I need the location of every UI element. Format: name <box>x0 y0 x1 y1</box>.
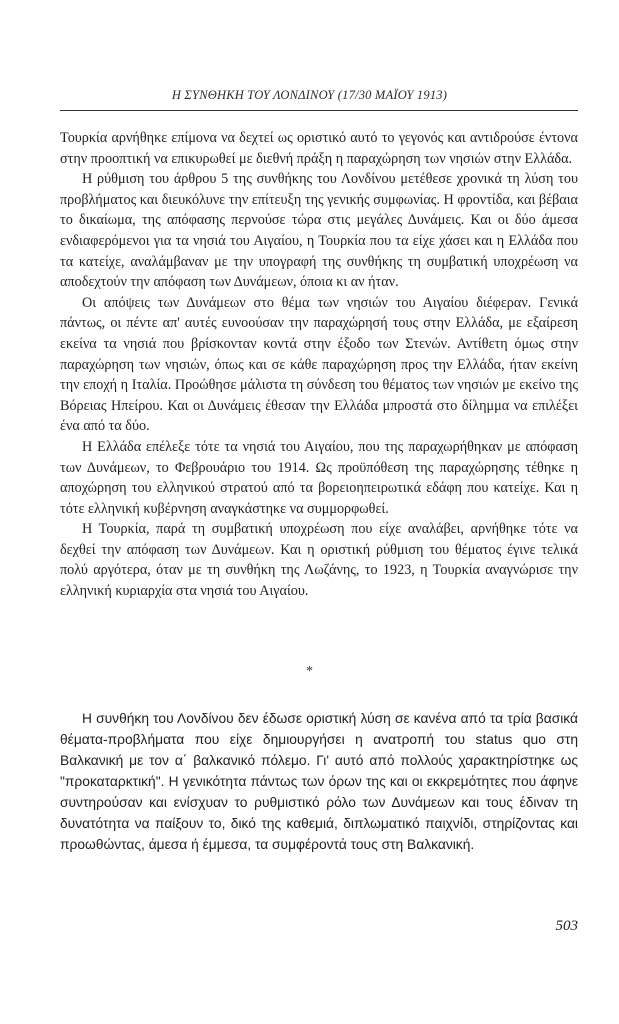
page-number: 503 <box>555 918 578 934</box>
paragraph-powers-views: Οι απόψεις των Δυνάμεων στο θέμα των νησιών του Αιγαίου διέφεραν. Γενικά πάντως, οι πέντε απ' αυτές ευνοούσαν την παραχώρησή τους στην Ελλάδα, με εξαίρεση εκείνα τα νησιά που βρίσκονταν κοντά στην έξοδο των Στενών. Αντίθετη όμως στην παραχώρηση των νησιών, όπως και σε κάθε παραχώρηση προς την Ελλάδα, ήταν εκείνη την εποχή η Ιταλία. Προώθησε μάλιστα τη σύνδεση του θέματος των νησιών με εκείνο της Βόρειας Ηπείρου. Και οι Δυνάμεις έθεσαν την Ελλάδα μπροστά στο δίλημμα να επιλέξει ένα από τα δύο. <box>60 294 578 435</box>
main-text-block <box>60 128 578 602</box>
closing-text-block <box>60 708 578 855</box>
paragraph-article-5: Η ρύθμιση του άρθρου 5 της συνθήκης του Λονδίνου μετέθεσε χρονικά τη λύση του προβλήματος και διευκόλυνε την επίτευξη της γενικής συμφωνίας. Η φροντίδα, και βέβαια το δικαίωμα, της απόφασης περνούσε τώρα στις μεγάλες Δυνάμεις. Και οι δύο άμεσα ενδιαφερόμενοι για τα νησιά του Αιγαίου, η Τουρκία που τα είχε χάσει και η Ελλάδα που τα κατείχε, αναλάμβαναν με την υπογραφή της συνθήκης τη συμβατική υποχρέωση να αποδεχτούν την απόφαση των Δυνάμεων, όποια κι αν ήταν. <box>60 171 578 291</box>
header-rule <box>60 110 578 111</box>
section-separator: * <box>306 664 313 679</box>
paragraph-turkey-refusal: Η Τουρκία, παρά τη συμβατική υποχρέωση που είχε αναλάβει, αρνήθηκε τότε να δεχθεί την απόφαση των Δυνάμεων. Και η οριστική ρύθμιση του θέματος έγινε τελικά πολύ αργότερα, όταν με τη συνθήκη της Λωζάνης, το 1923, η Τουρκία αναγνώρισε την ελληνική κυριαρχία στα νησιά του Αιγαίου. <box>60 521 578 600</box>
paragraph-continued: Τουρκία αρνήθηκε επίμονα να δεχτεί ως οριστικό αυτό το γεγονός και αντιδρούσε έντονα στην προοπτική να επικυρωθεί με διεθνή πράξη η παραχώρηση των νησιών στην Ελλάδα. <box>60 130 578 167</box>
paragraph-greece-choice: Η Ελλάδα επέλεξε τότε τα νησιά του Αιγαίου, που της παραχωρήθηκαν με απόφαση των Δυνάμεων, το Φεβρουάριο του 1914. Ως προϋπόθεση της παραχώρησης τέθηκε η αποχώρηση του ελληνικού στρατού από τα βορειοηπειρωτικά εδάφη που κατείχε. Και η τότε ελληνική κυβέρνηση αναγκάστηκε να συμμορφωθεί. <box>60 438 578 517</box>
paragraph-closing: Η συνθήκη του Λονδίνου δεν έδωσε οριστική λύση σε κανένα από τα τρία βασικά θέματα-προβλήματα που είχε δημιουργήσει η ανατροπή του status quo στη Βαλκανική με τον α΄ βαλκανικό πόλεμο. Γι' αυτό από πολλούς χαρακτηρίστηκε ως "προκαταρκτική". Η γενικότητα πάντως των όρων της και οι εκκρεμότητες που άφηνε συντηρούσαν και ενίσχυαν το ρυθμιστικό ρόλο των Δυνάμεων και τους έδιναν τη δυνατότητα να παίξουν το, δικό της καθεμιά, διπλωματικό παιχνίδι, στηρίζοντας και προωθώντας, άμεσα ή έμμεσα, τα συμφέροντά τους στη Βαλκανική. <box>60 711 578 852</box>
running-head-title: Η ΣΥΝΘΗΚΗ ΤΟΥ ΛΟΝΔΙΝΟΥ (17/30 ΜΑΪΟΥ 1913) <box>171 88 448 102</box>
